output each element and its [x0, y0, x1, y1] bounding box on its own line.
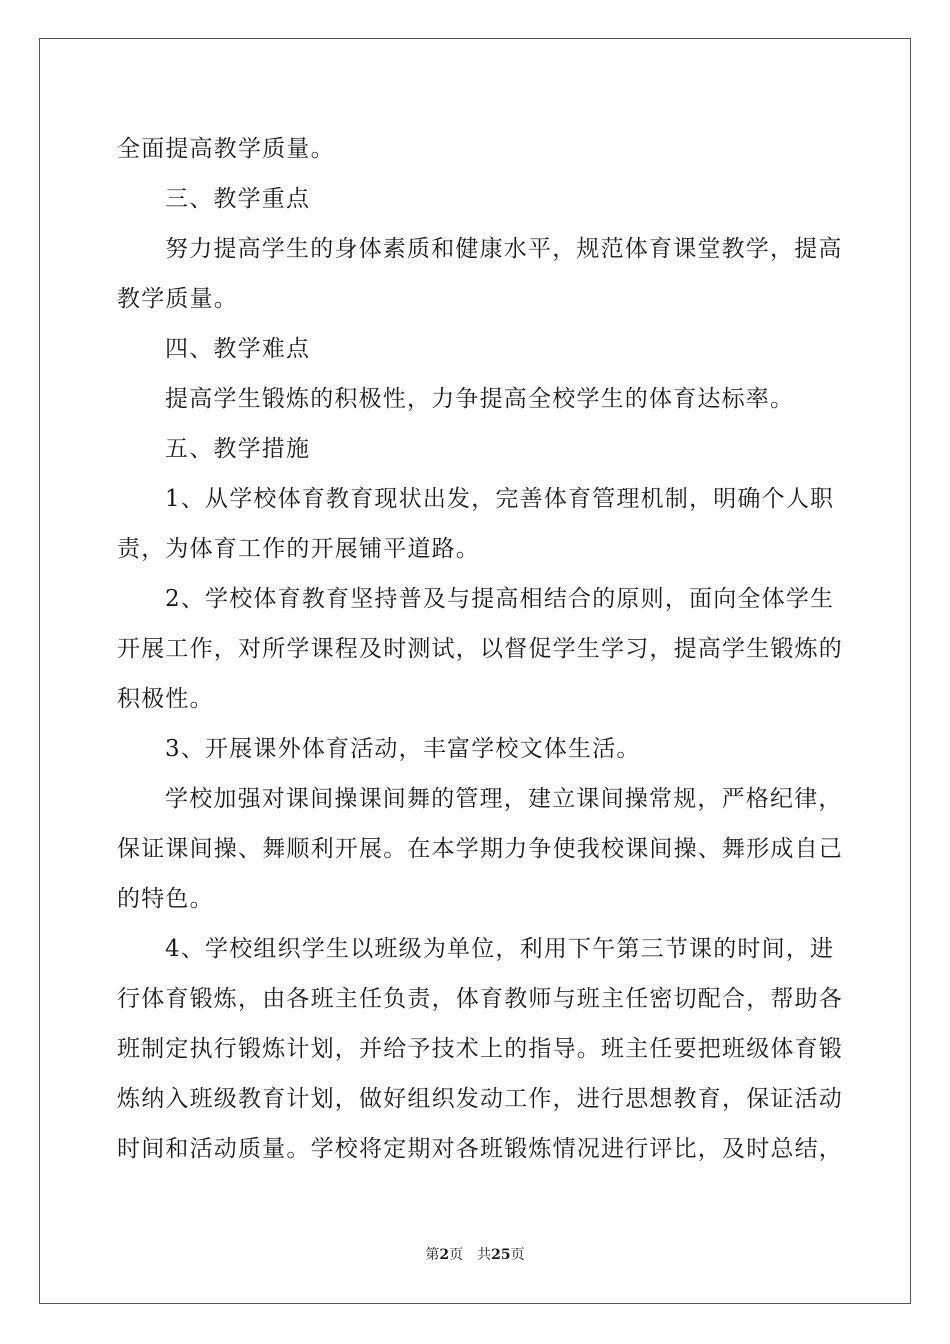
- text-line: 全面提高教学质量。: [117, 136, 335, 162]
- section-heading: 三、教学重点: [165, 186, 311, 212]
- text-line: 努力提高学生的身体素质和健康水平，规范体育课堂教学，提高: [165, 236, 843, 262]
- text-line: 学校加强对课间操课间舞的管理，建立课间操常规，严格纪律，: [165, 786, 843, 812]
- text-line: 教学质量。: [117, 286, 238, 312]
- page-footer: [0, 1245, 950, 1265]
- text-line: 时间和活动质量。学校将定期对各班锻炼情况进行评比，及时总结，: [117, 1136, 843, 1162]
- text-line: 3、开展课外体育活动，丰富学校文体生活。: [165, 736, 641, 762]
- section-heading: 四、教学难点: [165, 336, 311, 362]
- total-prefix: 共: [477, 1247, 492, 1263]
- text-line: 炼纳入班级教育计划，做好组织发动工作，进行思想教育，保证活动: [117, 1086, 843, 1112]
- text-line: 的特色。: [117, 886, 214, 912]
- text-line: 4、学校组织学生以班级为单位，利用下午第三节课的时间，进: [165, 936, 835, 962]
- page-number: 2: [439, 1247, 450, 1263]
- total-suffix: 页: [510, 1247, 525, 1263]
- text-line: 保证课间操、舞顺利开展。在本学期力争使我校课间操、舞形成自己: [117, 836, 843, 862]
- text-line: 班制定执行锻炼计划，并给予技术上的指导。班主任要把班级体育锻: [117, 1036, 843, 1062]
- text-line: 2、学校体育教育坚持普及与提高相结合的原则，面向全体学生: [165, 586, 835, 612]
- text-line: 1、从学校体育教育现状出发，完善体育管理机制，明确个人职: [165, 486, 835, 512]
- text-line: 行体育锻炼，由各班主任负责，体育教师与班主任密切配合，帮助各: [117, 986, 843, 1012]
- section-heading: 五、教学措施: [165, 436, 311, 462]
- document-body: [117, 124, 843, 1174]
- text-line: 积极性。: [117, 686, 214, 712]
- text-line: 开展工作，对所学课程及时测试，以督促学生学习，提高学生锻炼的: [117, 636, 843, 662]
- text-line: 提高学生锻炼的积极性，力争提高全校学生的体育达标率。: [165, 386, 795, 412]
- text-line: 责，为体育工作的开展铺平道路。: [117, 536, 480, 562]
- page-prefix: 第: [425, 1247, 440, 1263]
- total-pages: 25: [491, 1247, 511, 1263]
- page-suffix: 页: [449, 1247, 464, 1263]
